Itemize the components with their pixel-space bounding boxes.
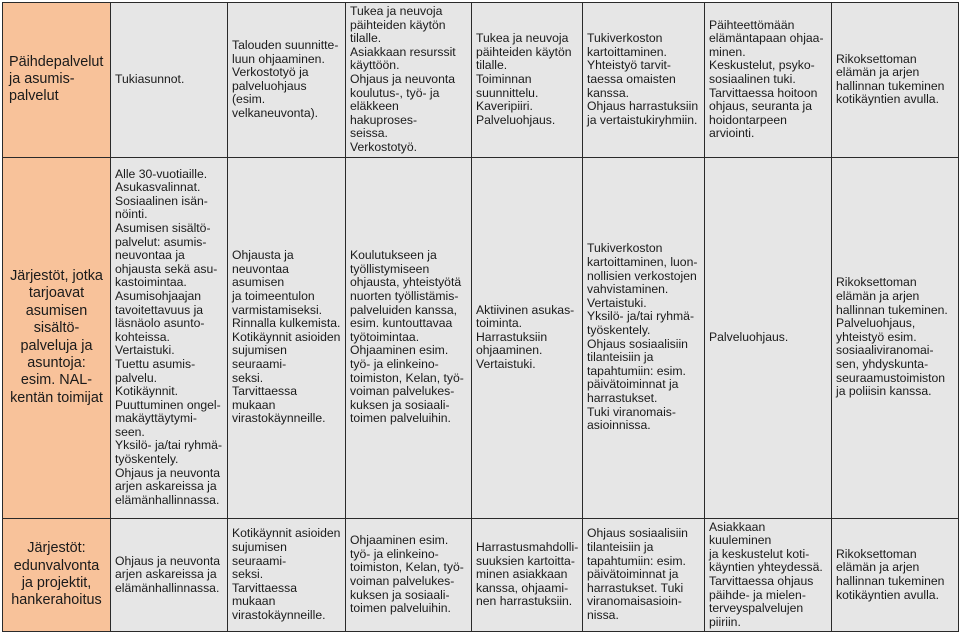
- table-cell: Ohjaus sosiaalisiin tilanteisiin ja tapahtumiin: esim. päivätoiminnat ja harrastukset. Tuki viranomaisasioin- nissa.: [583, 518, 705, 632]
- row-header: Päihdepalvelut ja asumis- palvelut: [3, 3, 111, 158]
- row-header: Järjestöt: edunvalvonta ja projektit, hankerahoitus: [3, 518, 111, 632]
- row-header: Järjestöt, jotka tarjoavat asumisen sisältö- palveluja ja asuntoja: esim. NAL- kentän toimijat: [3, 157, 111, 518]
- services-table: [2, 2, 959, 632]
- table-cell: Kotikäynnit asioiden sujumisen seuraami- seksi. Tarvittaessa mukaan virastokäynneille.: [228, 518, 346, 632]
- table-cell: Tukiverkoston kartoittaminen. Yhteistyö tarvit- taessa omaisten kanssa. Ohjaus harrastuksiin ja vertaistukiryhmiin.: [583, 3, 705, 158]
- table-cell: Talouden suunnitte- luun ohjaaminen. Verkostotyö ja palveluohjaus (esim. velkaneuvonta).: [228, 3, 346, 158]
- table-cell: Tukiasunnot.: [111, 3, 228, 158]
- table-cell: Ohjaaminen esim. työ- ja elinkeino- toimiston, Kelan, työ- voiman palvelukes- kuksen ja sosiaali- toimen palveluihin.: [346, 518, 472, 632]
- table-cell: Rikoksettoman elämän ja arjen hallinnan tukeminen kotikäyntien avulla.: [832, 518, 959, 632]
- table-row: [3, 3, 959, 158]
- table-cell: Rikoksettoman elämän ja arjen hallinnan tukeminen kotikäyntien avulla.: [832, 3, 959, 158]
- table-cell: Alle 30-vuotiaille. Asukasvalinnat. Sosiaalinen isän- nöinti. Asumisen sisältö- palvelut: asumis- neuvontaa ja ohjausta sekä asu- kastoimintaa. Asumisohjaajan tavoitettavuus ja läsnäolo asunto- kohteissa. Vertaistuki. Tuettu asumis- palvelu. Kotikäynnit. Puuttuminen ongel- makäyttäytymi- seen. Yksilö- ja/tai ryhmä- työskentely. Ohjaus ja neuvonta arjen askareissa ja elämänhallinnassa.: [111, 157, 228, 518]
- table-cell: Tukea ja neuvoja päihteiden käytön tilalle. Asiakkaan resurssit käyttöön. Ohjaus ja neuvonta koulutus-, työ- ja eläkkeen hakuproses- seissa. Verkostotyö.: [346, 3, 472, 158]
- table-cell: Ohjausta ja neuvontaa asumisen ja toimeentulon varmistamiseksi. Rinnalla kulkemista. Kotikäynnit asioiden sujumisen seuraami- seksi. Tarvittaessa mukaan virastokäynneille.: [228, 157, 346, 518]
- table-cell: Koulutukseen ja työllistymiseen ohjausta, yhteistyötä nuorten työllistämis- palveluiden kanssa, esim. kuntouttavaa työtoimintaa. Ohjaaminen esim. työ- ja elinkeino- toimiston, Kelan, työ- voiman palvelukes- kuksen ja sosiaali- toimen palveluihin.: [346, 157, 472, 518]
- table-cell: Tukea ja neuvoja päihteiden käytön tilalle. Toiminnan suunnittelu. Kaveripiiri. Palveluohjaus.: [472, 3, 583, 158]
- table-cell: Päihteettömään elämäntapaan ohjaa- minen. Keskustelut, psyko- sosiaalinen tuki. Tarvittaessa hoitoon ohjaus, seuranta ja hoidontarpeen arviointi.: [705, 3, 832, 158]
- table-cell: Rikoksettoman elämän ja arjen hallinnan tukeminen. Palveluohjaus, yhteistyö esim. sosiaaliviranomai- sen, yhdyskunta- seuraamustoimiston ja poliisin kanssa.: [832, 157, 959, 518]
- table-cell: Palveluohjaus.: [705, 157, 832, 518]
- table-cell: Ohjaus ja neuvonta arjen askareissa ja elämänhallinnassa.: [111, 518, 228, 632]
- table-cell: Harrastusmahdolli- suuksien kartoitta- minen asiakkaan kanssa, ohjaami- nen harrastuksiin.: [472, 518, 583, 632]
- table-cell: Asiakkaan kuuleminen ja keskustelut koti- käyntien yhteydessä. Tarvittaessa ohjaus päihde- ja mielen- terveyspalvelujen piiriin.: [705, 518, 832, 632]
- table-cell: Tukiverkoston kartoittaminen, luon- nollisien verkostojen vahvistaminen. Vertaistuki. Yksilö- ja/tai ryhmä- työskentely. Ohjaus sosiaalisiin tilanteisiin ja tapahtumiin: esim. päivätoiminnat ja harrastukset. Tuki viranomais- asioinnissa.: [583, 157, 705, 518]
- table-row: [3, 157, 959, 518]
- table-cell: Aktiivinen asukas- toiminta. Harrastuksiin ohjaaminen. Vertaistuki.: [472, 157, 583, 518]
- table-row: [3, 518, 959, 632]
